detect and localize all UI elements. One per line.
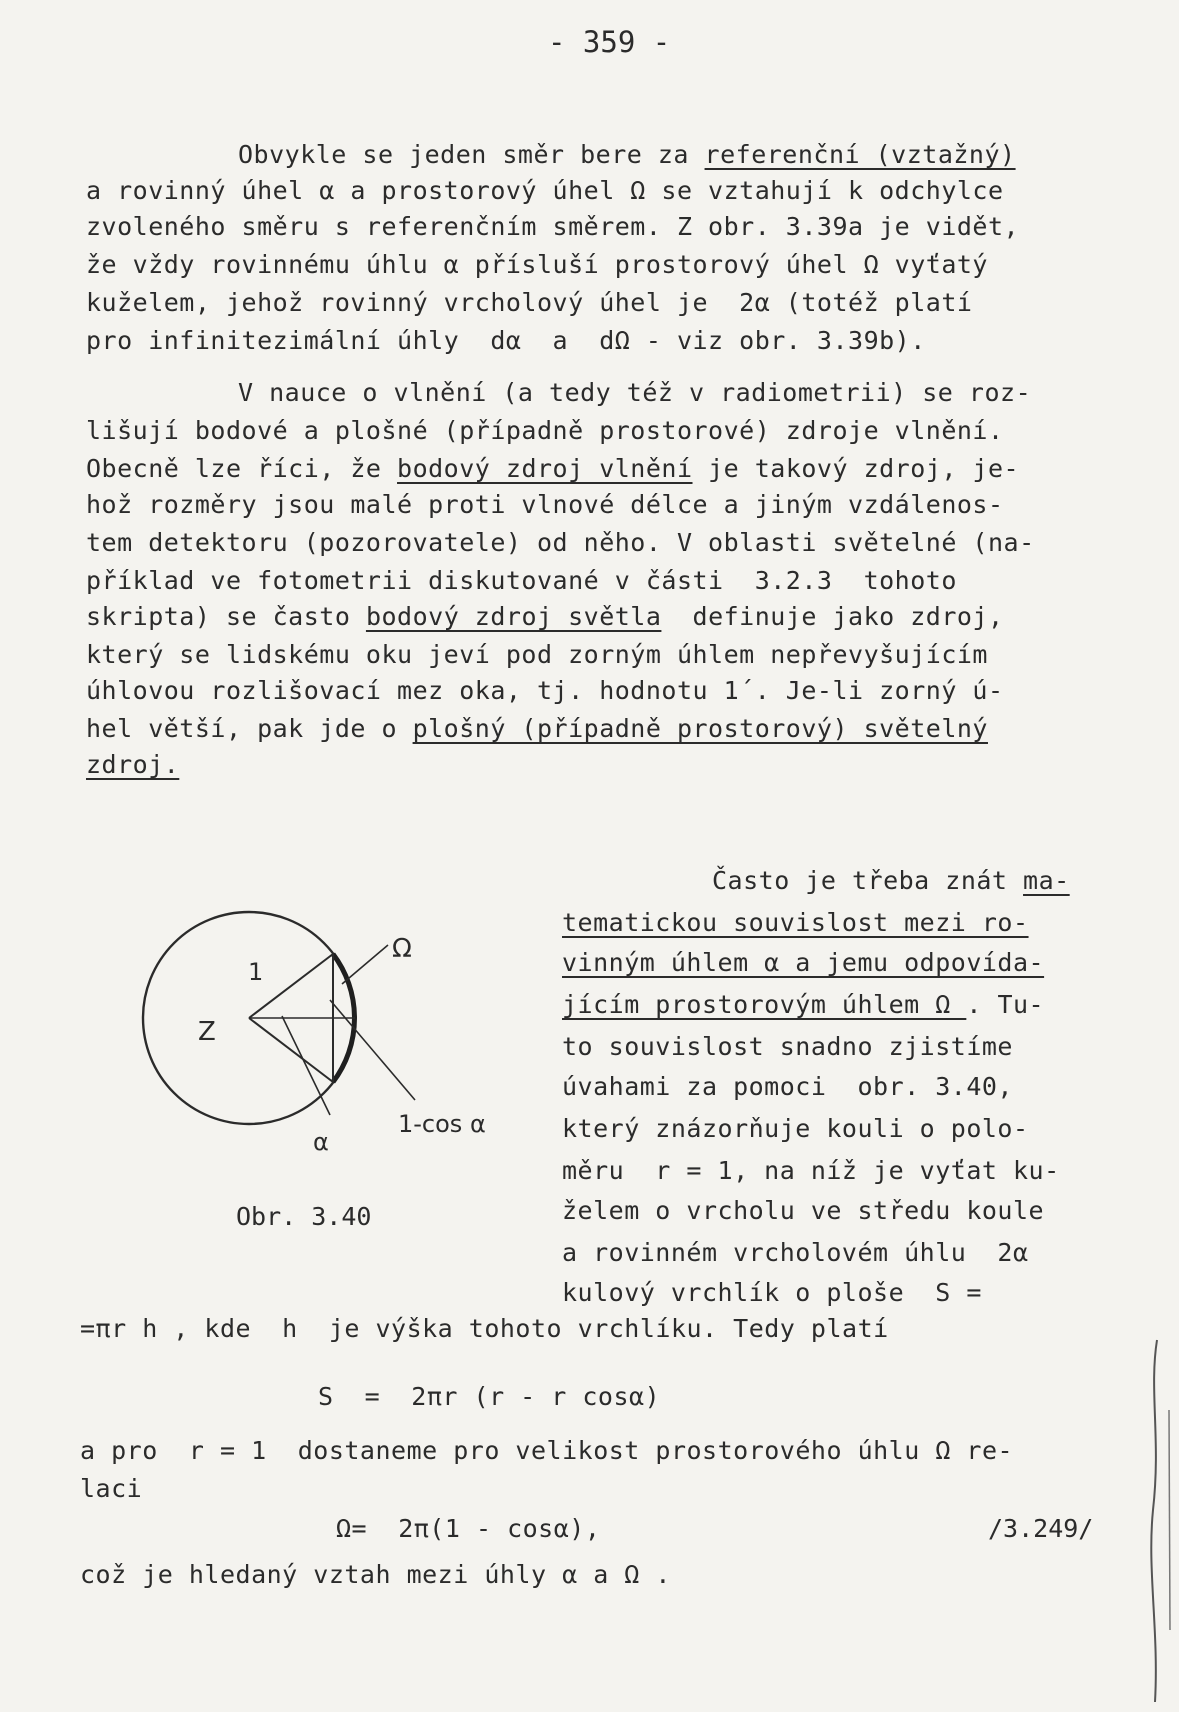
text-line <box>86 750 179 780</box>
figure-label-height: 1-cos α <box>398 1110 486 1138</box>
text-line: a pro r = 1 dostaneme pro velikost prostorového úhlu Ω re- <box>80 1436 1014 1465</box>
text-line: kulový vrchlík o ploše S = <box>562 1278 982 1307</box>
text-line <box>562 908 1029 938</box>
text-line: zvoleného směru s referenčním směrem. Z obr. 3.39a je vidět, <box>86 212 1020 241</box>
equation: Ω= 2π(1 - cosα), <box>336 1514 601 1543</box>
underlined-term: zdroj. <box>86 750 180 779</box>
text-line: který se lidskému oku jeví pod zorným úhlem nepřevyšujícím <box>86 640 988 669</box>
figure-caption: Obr. 3.40 <box>236 1202 372 1231</box>
page-edge-mark <box>1139 1330 1179 1712</box>
equation-number: /3.249/ <box>988 1514 1094 1543</box>
text-line: což je hledaný vztah mezi úhly α a Ω . <box>80 1560 671 1589</box>
text-line: úvahami za pomoci obr. 3.40, <box>562 1072 1013 1101</box>
underlined-term: plošný (případně prostorový) světelný <box>412 714 988 743</box>
text-line: že vždy rovinnému úhlu α přísluší prostorový úhel Ω vyťatý <box>86 250 988 279</box>
text-line: to souvislost snadno zjistíme <box>562 1032 1013 1061</box>
underlined-term: referenční (vztažný) <box>704 140 1016 169</box>
underlined-term: bodový zdroj světla <box>365 602 662 631</box>
underlined-term: ma- <box>1023 866 1070 895</box>
text-line: příklad ve fotometrii diskutované v části 3.2.3 tohoto <box>86 566 957 595</box>
text-line: =πr h , kde h je výška tohoto vrchlíku. Tedy platí <box>80 1314 889 1343</box>
text-line: a rovinném vrcholovém úhlu 2α <box>562 1238 1029 1267</box>
text-line <box>562 948 1044 978</box>
equation: S = 2πr (r - r cosα) <box>318 1382 661 1411</box>
page-number: - 359 - <box>548 25 671 59</box>
text-line: skripta) se často bodový zdroj světla definuje jako zdroj, <box>86 602 1004 631</box>
text-line: pro infinitezimální úhly dα a dΩ - viz obr. 3.39b). <box>86 326 926 355</box>
text-line: lišují bodové a plošné (případně prostorové) zdroje vlnění. <box>86 416 1004 445</box>
text-line: želem o vrcholu ve středu koule <box>562 1196 1045 1225</box>
text-line: tem detektoru (pozorovatele) od něho. V oblasti světelné (na- <box>86 528 1035 557</box>
underlined-term: tematickou souvislost mezi ro- <box>562 908 1029 937</box>
figure-label-alpha: α <box>313 1128 329 1156</box>
underlined-term: vinným úhlem α a jemu odpovída- <box>562 948 1045 977</box>
text-line: který znázorňuje kouli o polo- <box>562 1114 1029 1143</box>
figure-label-one: 1 <box>248 958 264 986</box>
text-line: hel větší, pak jde o plošný (případně prostorový) světelný <box>86 714 988 743</box>
text-line: a rovinný úhel α a prostorový úhel Ω se vztahují k odchylce <box>86 176 1004 205</box>
text-line: měru r = 1, na níž je vyťat ku- <box>562 1156 1060 1185</box>
figure-label-center: Z <box>198 1017 216 1047</box>
text-line: laci <box>80 1474 143 1503</box>
underlined-term: bodový zdroj vlnění <box>397 454 693 483</box>
underlined-term: jícím prostorovým úhlem Ω <box>562 990 967 1019</box>
omega-pointer <box>342 945 388 984</box>
text-line: Často je třeba znát ma- <box>712 866 1070 895</box>
figure-label-omega: Ω <box>392 934 412 964</box>
text-line: V nauce o vlnění (a tedy též v radiometrii) se roz- <box>238 378 1032 407</box>
text-line: kuželem, jehož rovinný vrcholový úhel je 2α (totéž platí <box>86 288 973 317</box>
text-line: úhlovou rozlišovací mez oka, tj. hodnotu 1´. Je-li zorný ú- <box>86 676 1004 705</box>
text-line: Obecně lze říci, že bodový zdroj vlnění je takový zdroj, je- <box>86 454 1020 483</box>
text-line: jícím prostorovým úhlem Ω . Tu- <box>562 990 1045 1019</box>
height-pointer <box>330 1000 415 1100</box>
alpha-pointer <box>282 1016 330 1115</box>
sphere-cone-figure <box>130 900 530 1160</box>
cone-line-lower <box>249 1018 333 1082</box>
text-line: Obvykle se jeden směr bere za referenční (vztažný) <box>238 140 1016 169</box>
text-line: hož rozměry jsou malé proti vlnové délce a jiným vzdálenos- <box>86 490 1004 519</box>
